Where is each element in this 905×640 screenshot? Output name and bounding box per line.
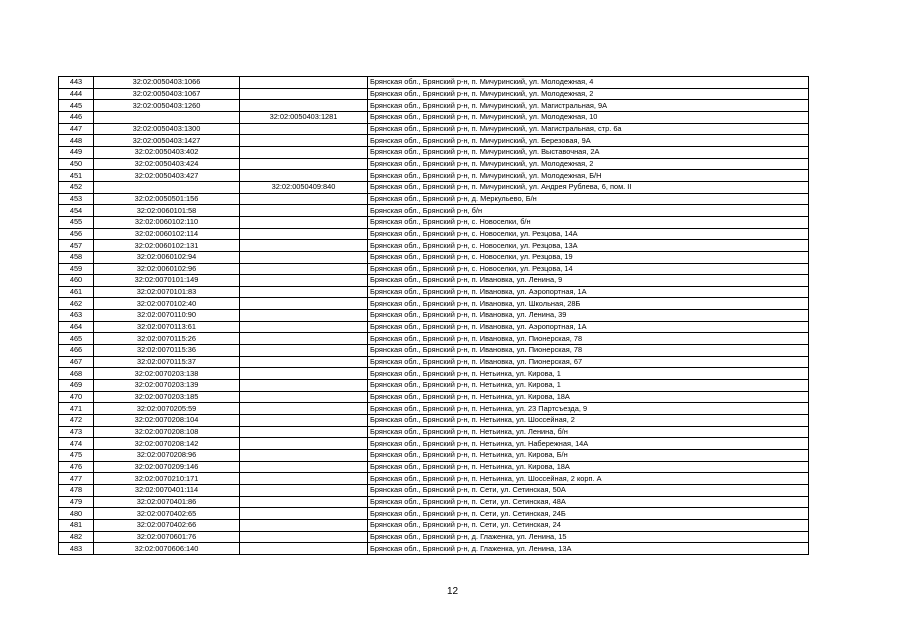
table-row (59, 356, 809, 368)
cadastral-number-alt-cell (240, 321, 368, 333)
cadastral-number-alt-cell (240, 333, 368, 345)
cadastral-number-alt-cell (240, 100, 368, 112)
row-number-cell: 443 (59, 77, 94, 89)
cadastral-number-alt-cell (240, 426, 368, 438)
cadastral-number-cell: 32:02:0070101:83 (94, 286, 240, 298)
cadastral-number-cell: 32:02:0060102:110 (94, 216, 240, 228)
table-row (59, 415, 809, 427)
row-number-cell: 479 (59, 496, 94, 508)
cadastral-number-alt-cell (240, 310, 368, 322)
address-cell: Брянская обл., Брянский р-н, п. Нетьинка, ул. Шоссейная, 2 корп. А (368, 473, 809, 485)
table-row (59, 368, 809, 380)
table-row (59, 438, 809, 450)
table-row (59, 321, 809, 333)
cadastral-number-cell: 32:02:0060102:131 (94, 240, 240, 252)
table-row (59, 333, 809, 345)
table-row (59, 286, 809, 298)
cadastral-number-alt-cell (240, 368, 368, 380)
address-cell: Брянская обл., Брянский р-н, п. Нетьинка, ул. Кирова, Б/н (368, 450, 809, 462)
cadastral-number-alt-cell (240, 205, 368, 217)
address-cell: Брянская обл., Брянский р-н, с. Новоселки, ул. Резцова, 14 (368, 263, 809, 275)
address-cell: Брянская обл., Брянский р-н, с. Новоселки, ул. Резцова, 14А (368, 228, 809, 240)
table-row (59, 193, 809, 205)
cadastral-number-cell: 32:02:0070601:76 (94, 531, 240, 543)
cadastral-number-alt-cell (240, 228, 368, 240)
cadastral-number-cell: 32:02:0070208:142 (94, 438, 240, 450)
row-number-cell: 454 (59, 205, 94, 217)
row-number-cell: 483 (59, 543, 94, 555)
row-number-cell: 446 (59, 111, 94, 123)
table-row (59, 345, 809, 357)
cadastral-number-cell: 32:02:0070402:65 (94, 508, 240, 520)
address-cell: Брянская обл., Брянский р-н, п. Мичуринский, ул. Молодежная, 10 (368, 111, 809, 123)
row-number-cell: 445 (59, 100, 94, 112)
row-number-cell: 449 (59, 146, 94, 158)
row-number-cell: 456 (59, 228, 94, 240)
cadastral-number-alt-cell (240, 88, 368, 100)
address-cell: Брянская обл., Брянский р-н, п. Нетьинка, ул. Кирова, 18А (368, 391, 809, 403)
address-cell: Брянская обл., Брянский р-н, п. Нетьинка, ул. Кирова, 1 (368, 368, 809, 380)
row-number-cell: 480 (59, 508, 94, 520)
cadastral-number-alt-cell (240, 275, 368, 287)
cadastral-number-cell: 32:02:0070606:140 (94, 543, 240, 555)
cadastral-number-alt-cell (240, 380, 368, 392)
table-row (59, 473, 809, 485)
address-cell: Брянская обл., Брянский р-н, п. Ивановка, ул. Пионерская, 78 (368, 345, 809, 357)
cadastral-number-alt-cell (240, 519, 368, 531)
address-cell: Брянская обл., Брянский р-н, б/н (368, 205, 809, 217)
row-number-cell: 471 (59, 403, 94, 415)
table-row (59, 403, 809, 415)
table-row (59, 77, 809, 89)
cadastral-number-cell: 32:02:0070209:146 (94, 461, 240, 473)
cadastral-number-cell: 32:02:0050403:1066 (94, 77, 240, 89)
table-row (59, 519, 809, 531)
address-cell: Брянская обл., Брянский р-н, п. Ивановка, ул. Школьная, 28Б (368, 298, 809, 310)
row-number-cell: 469 (59, 380, 94, 392)
row-number-cell: 476 (59, 461, 94, 473)
address-cell: Брянская обл., Брянский р-н, п. Ивановка, ул. Пионерская, 78 (368, 333, 809, 345)
table-row (59, 240, 809, 252)
table-row (59, 251, 809, 263)
row-number-cell: 452 (59, 181, 94, 193)
address-cell: Брянская обл., Брянский р-н, п. Мичуринский, ул. Магистральная, стр. 6а (368, 123, 809, 135)
address-cell: Брянская обл., Брянский р-н, п. Сети, ул. Сетинская, 50А (368, 484, 809, 496)
cadastral-number-alt-cell (240, 77, 368, 89)
table-row (59, 123, 809, 135)
cadastral-number-alt-cell (240, 170, 368, 182)
address-cell: Брянская обл., Брянский р-н, с. Новоселки, ул. Резцова, 13А (368, 240, 809, 252)
address-cell: Брянская обл., Брянский р-н, п. Нетьинка, ул. Ленина, б/н (368, 426, 809, 438)
row-number-cell: 451 (59, 170, 94, 182)
cadastral-number-alt-cell (240, 450, 368, 462)
table-row (59, 111, 809, 123)
cadastral-number-alt-cell (240, 263, 368, 275)
cadastral-number-alt-cell (240, 391, 368, 403)
address-cell: Брянская обл., Брянский р-н, п. Мичуринский, ул. Молодежная, 2 (368, 158, 809, 170)
cadastral-number-alt-cell (240, 345, 368, 357)
row-number-cell: 481 (59, 519, 94, 531)
address-cell: Брянская обл., Брянский р-н, с. Новоселки, б/н (368, 216, 809, 228)
cadastral-number-cell: 32:02:0070210:171 (94, 473, 240, 485)
cadastral-number-alt-cell (240, 286, 368, 298)
cadastral-number-alt-cell (240, 508, 368, 520)
cadastral-number-alt-cell: 32:02:0050409:840 (240, 181, 368, 193)
cadastral-number-cell: 32:02:0070102:40 (94, 298, 240, 310)
table-row (59, 228, 809, 240)
cadastral-number-alt-cell (240, 543, 368, 555)
cadastral-number-alt-cell (240, 415, 368, 427)
cadastral-number-cell: 32:02:0070402:66 (94, 519, 240, 531)
cadastral-number-cell: 32:02:0050403:1427 (94, 135, 240, 147)
cadastral-number-alt-cell (240, 461, 368, 473)
cadastral-number-cell: 32:02:0060101:58 (94, 205, 240, 217)
row-number-cell: 464 (59, 321, 94, 333)
table-row (59, 263, 809, 275)
table-row (59, 543, 809, 555)
cadastral-number-alt-cell: 32:02:0050403:1281 (240, 111, 368, 123)
address-cell: Брянская обл., Брянский р-н, п. Мичуринский, ул. Андрея Рублева, 6, пом. II (368, 181, 809, 193)
address-cell: Брянская обл., Брянский р-н, п. Нетьинка, ул. Кирова, 1 (368, 380, 809, 392)
table-row (59, 205, 809, 217)
cadastral-number-cell: 32:02:0070203:139 (94, 380, 240, 392)
table-row (59, 158, 809, 170)
table-row (59, 88, 809, 100)
table-row (59, 484, 809, 496)
cadastral-number-cell: 32:02:0070208:104 (94, 415, 240, 427)
cadastral-number-cell: 32:02:0050403:427 (94, 170, 240, 182)
table-row (59, 450, 809, 462)
cadastral-number-cell: 32:02:0050403:424 (94, 158, 240, 170)
row-number-cell: 475 (59, 450, 94, 462)
table-body (59, 77, 809, 555)
address-cell: Брянская обл., Брянский р-н, п. Ивановка, ул. Аэропортная, 1А (368, 321, 809, 333)
address-cell: Брянская обл., Брянский р-н, п. Ивановка, ул. Пионерская, 67 (368, 356, 809, 368)
row-number-cell: 478 (59, 484, 94, 496)
address-cell: Брянская обл., Брянский р-н, д. Глаженка, ул. Ленина, 15 (368, 531, 809, 543)
table-row (59, 496, 809, 508)
cadastral-number-cell: 32:02:0070115:37 (94, 356, 240, 368)
cadastral-number-cell: 32:02:0070113:61 (94, 321, 240, 333)
cadastral-number-cell: 32:02:0050403:1067 (94, 88, 240, 100)
row-number-cell: 472 (59, 415, 94, 427)
row-number-cell: 482 (59, 531, 94, 543)
address-cell: Брянская обл., Брянский р-н, п. Сети, ул. Сетинская, 24Б (368, 508, 809, 520)
address-cell: Брянская обл., Брянский р-н, с. Новоселки, ул. Резцова, 19 (368, 251, 809, 263)
row-number-cell: 447 (59, 123, 94, 135)
cadastral-number-cell: 32:02:0070208:96 (94, 450, 240, 462)
address-cell: Брянская обл., Брянский р-н, п. Мичуринский, ул. Молодежная, Б/Н (368, 170, 809, 182)
address-cell: Брянская обл., Брянский р-н, п. Мичуринский, ул. Молодежная, 2 (368, 88, 809, 100)
table-row (59, 426, 809, 438)
cadastral-number-alt-cell (240, 123, 368, 135)
row-number-cell: 463 (59, 310, 94, 322)
table-row (59, 391, 809, 403)
table-row (59, 531, 809, 543)
cadastral-number-alt-cell (240, 356, 368, 368)
cadastral-number-cell: 32:02:0070110:90 (94, 310, 240, 322)
table-row (59, 135, 809, 147)
address-cell: Брянская обл., Брянский р-н, п. Мичуринский, ул. Магистральная, 9А (368, 100, 809, 112)
address-cell: Брянская обл., Брянский р-н, п. Сети, ул. Сетинская, 24 (368, 519, 809, 531)
row-number-cell: 461 (59, 286, 94, 298)
cadastral-number-cell: 32:02:0070203:185 (94, 391, 240, 403)
address-cell: Брянская обл., Брянский р-н, п. Мичуринский, ул. Березовая, 9А (368, 135, 809, 147)
address-cell: Брянская обл., Брянский р-н, п. Ивановка, ул. Ленина, 39 (368, 310, 809, 322)
cadastral-number-alt-cell (240, 216, 368, 228)
address-cell: Брянская обл., Брянский р-н, п. Ивановка, ул. Ленина, 9 (368, 275, 809, 287)
cadastral-number-alt-cell (240, 240, 368, 252)
cadastral-number-cell: 32:02:0050403:402 (94, 146, 240, 158)
cadastral-number-alt-cell (240, 146, 368, 158)
table-row (59, 508, 809, 520)
table-row (59, 170, 809, 182)
cadastral-number-cell (94, 181, 240, 193)
row-number-cell: 459 (59, 263, 94, 275)
row-number-cell: 466 (59, 345, 94, 357)
table-row (59, 380, 809, 392)
cadastral-number-cell: 32:02:0060102:96 (94, 263, 240, 275)
table-row (59, 146, 809, 158)
table-row (59, 275, 809, 287)
cadastral-number-cell: 32:02:0060102:114 (94, 228, 240, 240)
row-number-cell: 477 (59, 473, 94, 485)
cadastral-number-alt-cell (240, 193, 368, 205)
cadastral-number-cell: 32:02:0070115:36 (94, 345, 240, 357)
cadastral-number-cell: 32:02:0070401:114 (94, 484, 240, 496)
cadastral-number-cell: 32:02:0070208:108 (94, 426, 240, 438)
cadastral-number-alt-cell (240, 403, 368, 415)
row-number-cell: 455 (59, 216, 94, 228)
cadastral-number-cell: 32:02:0060102:94 (94, 251, 240, 263)
address-cell: Брянская обл., Брянский р-н, п. Нетьинка, ул. Шоссейная, 2 (368, 415, 809, 427)
table-row (59, 298, 809, 310)
table-row (59, 461, 809, 473)
cadastral-number-alt-cell (240, 496, 368, 508)
cadastral-number-alt-cell (240, 135, 368, 147)
cadastral-number-cell: 32:02:0050403:1300 (94, 123, 240, 135)
cadastral-number-alt-cell (240, 251, 368, 263)
row-number-cell: 468 (59, 368, 94, 380)
page-number: 12 (446, 586, 459, 597)
row-number-cell: 467 (59, 356, 94, 368)
cadastral-number-alt-cell (240, 484, 368, 496)
cadastral-number-cell: 32:02:0070101:149 (94, 275, 240, 287)
cadastral-number-cell (94, 111, 240, 123)
address-cell: Брянская обл., Брянский р-н, п. Нетьинка, ул. 23 Партсъезда, 9 (368, 403, 809, 415)
row-number-cell: 462 (59, 298, 94, 310)
row-number-cell: 460 (59, 275, 94, 287)
table-row (59, 181, 809, 193)
address-cell: Брянская обл., Брянский р-н, п. Ивановка, ул. Аэропортная, 1А (368, 286, 809, 298)
row-number-cell: 465 (59, 333, 94, 345)
table-row (59, 310, 809, 322)
cadastral-number-alt-cell (240, 531, 368, 543)
row-number-cell: 470 (59, 391, 94, 403)
cadastral-number-alt-cell (240, 158, 368, 170)
address-cell: Брянская обл., Брянский р-н, п. Мичуринский, ул. Молодежная, 4 (368, 77, 809, 89)
cadastral-table (58, 76, 809, 555)
row-number-cell: 450 (59, 158, 94, 170)
row-number-cell: 448 (59, 135, 94, 147)
cadastral-number-cell: 32:02:0070115:26 (94, 333, 240, 345)
row-number-cell: 457 (59, 240, 94, 252)
row-number-cell: 458 (59, 251, 94, 263)
cadastral-number-alt-cell (240, 473, 368, 485)
row-number-cell: 474 (59, 438, 94, 450)
table-row (59, 100, 809, 112)
address-cell: Брянская обл., Брянский р-н, д. Меркульево, Б/н (368, 193, 809, 205)
row-number-cell: 473 (59, 426, 94, 438)
cadastral-number-cell: 32:02:0070205:59 (94, 403, 240, 415)
cadastral-number-cell: 32:02:0070203:138 (94, 368, 240, 380)
cadastral-number-cell: 32:02:0050501:156 (94, 193, 240, 205)
address-cell: Брянская обл., Брянский р-н, п. Нетьинка, ул. Набережная, 14А (368, 438, 809, 450)
table-row (59, 216, 809, 228)
address-cell: Брянская обл., Брянский р-н, д. Глаженка, ул. Ленина, 13А (368, 543, 809, 555)
address-cell: Брянская обл., Брянский р-н, п. Сети, ул. Сетинская, 48А (368, 496, 809, 508)
address-cell: Брянская обл., Брянский р-н, п. Мичуринский, ул. Выставочная, 2А (368, 146, 809, 158)
cadastral-number-cell: 32:02:0070401:86 (94, 496, 240, 508)
address-cell: Брянская обл., Брянский р-н, п. Нетьинка, ул. Кирова, 18А (368, 461, 809, 473)
cadastral-number-alt-cell (240, 438, 368, 450)
cadastral-number-cell: 32:02:0050403:1260 (94, 100, 240, 112)
row-number-cell: 453 (59, 193, 94, 205)
cadastral-number-alt-cell (240, 298, 368, 310)
row-number-cell: 444 (59, 88, 94, 100)
